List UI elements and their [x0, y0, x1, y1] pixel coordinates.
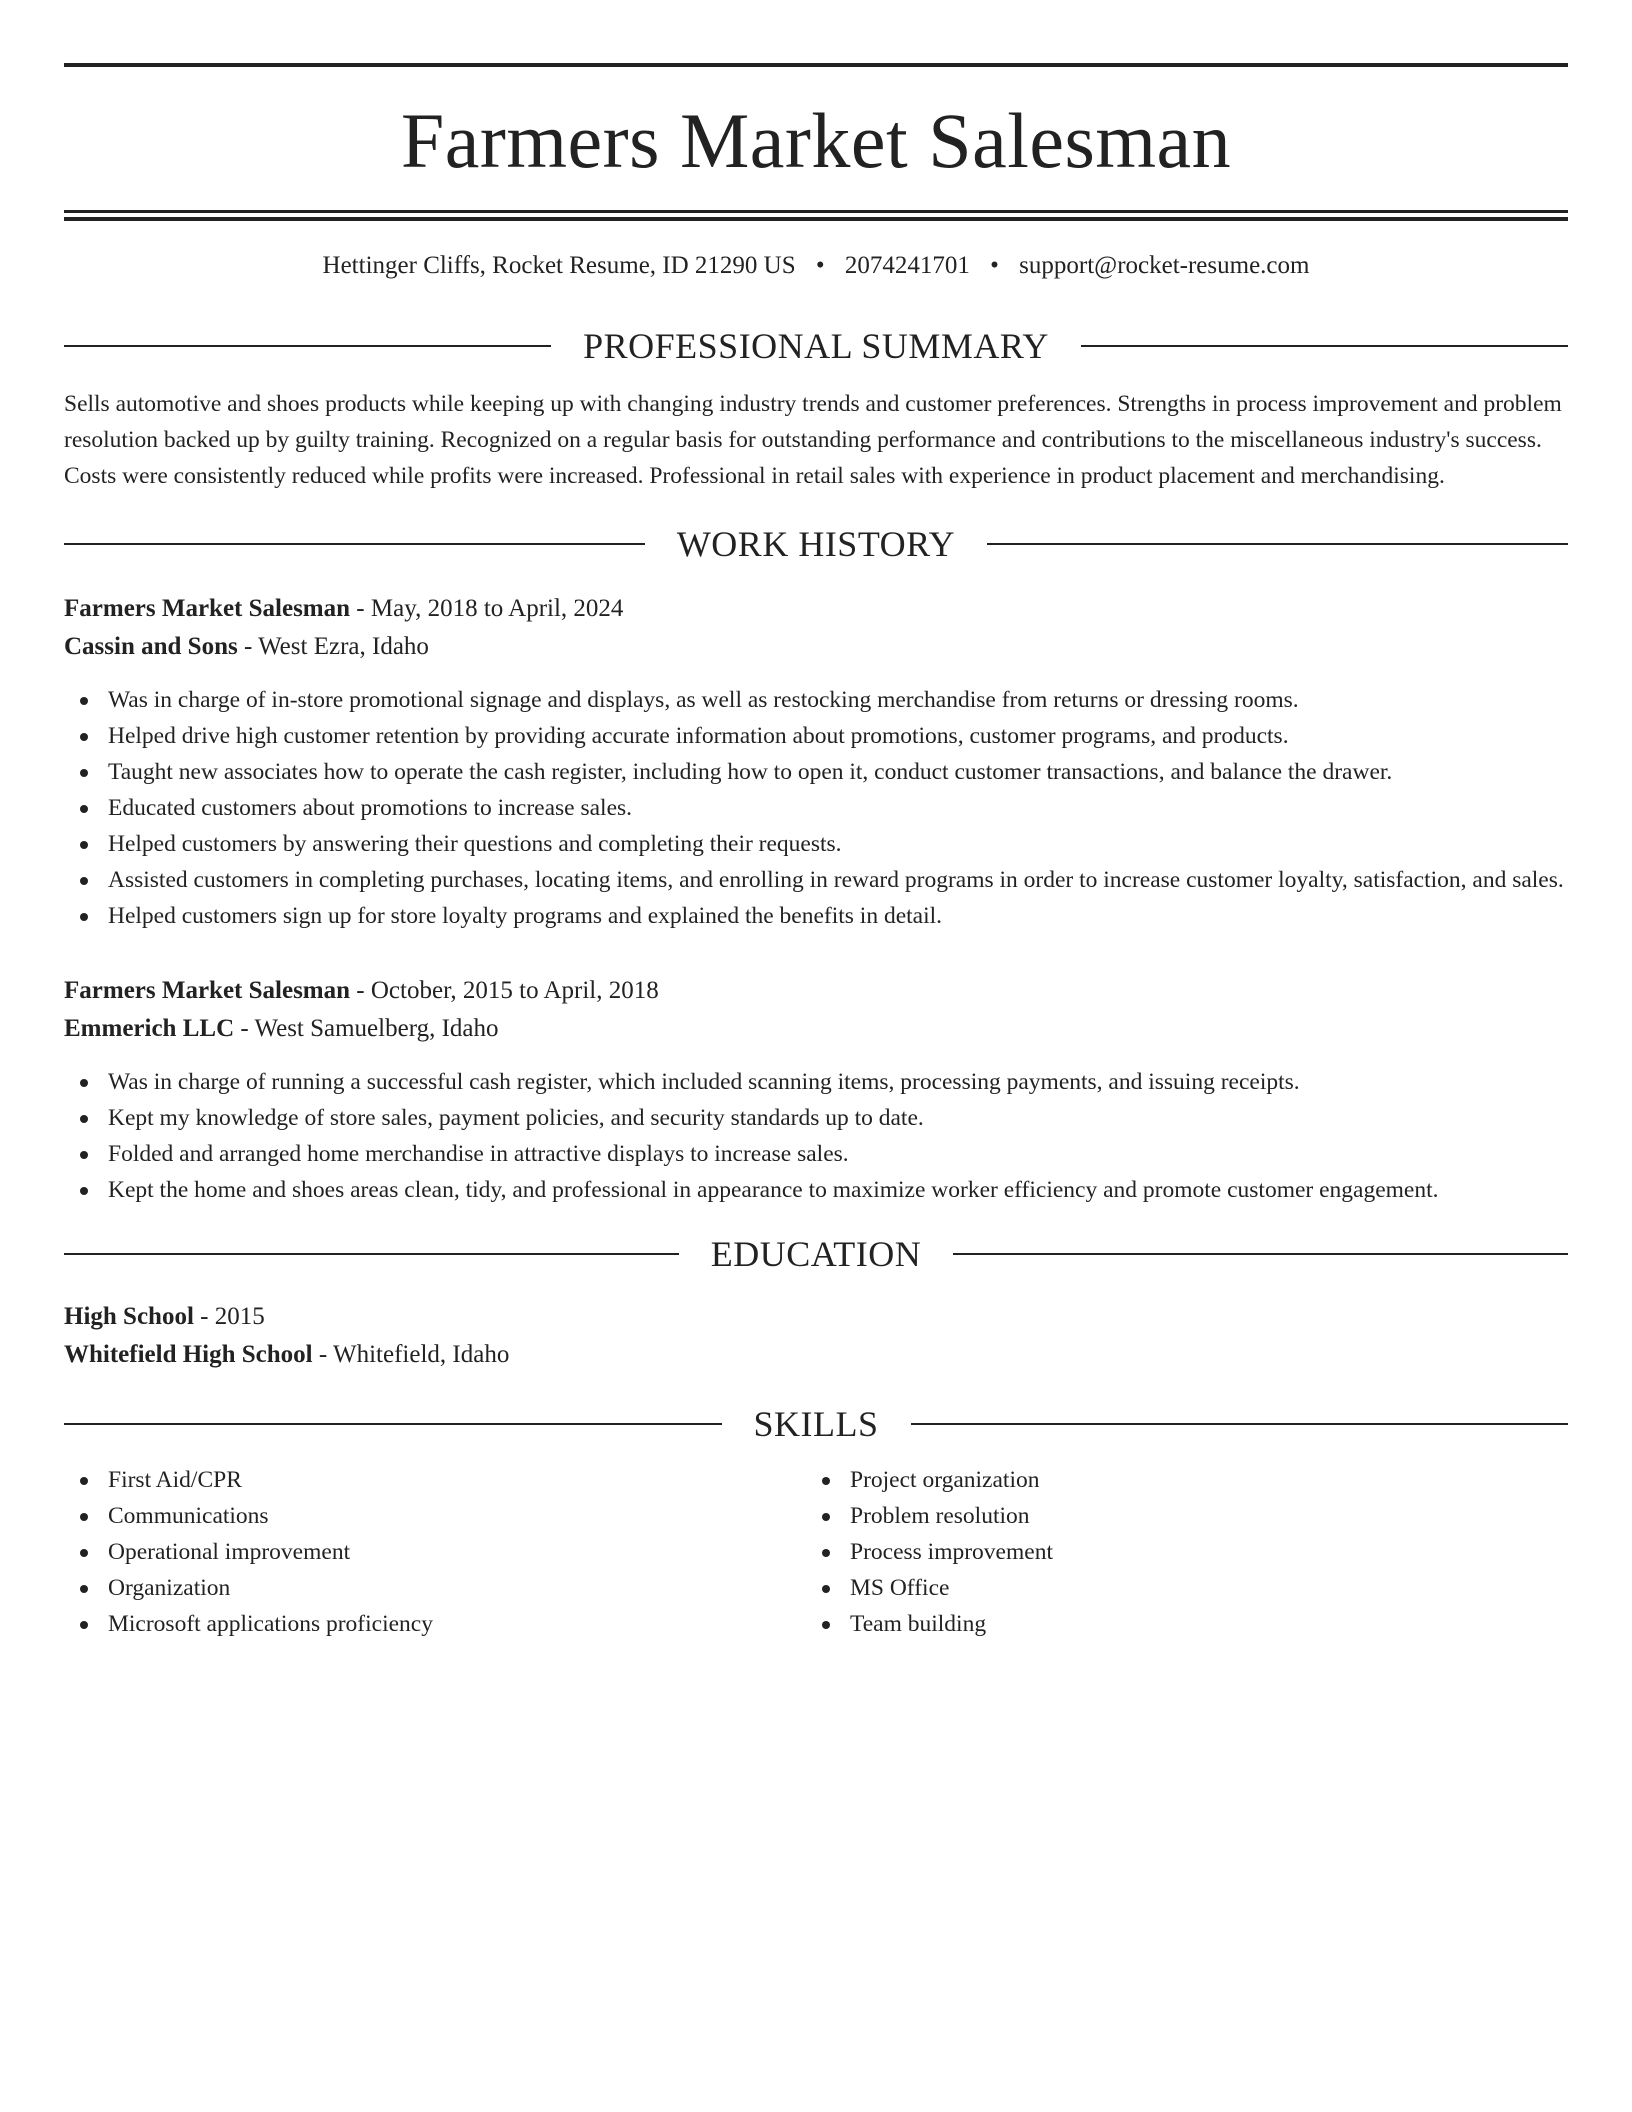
section-title: EDUCATION — [710, 1234, 922, 1274]
bullet-icon — [80, 697, 88, 705]
bullet-text: Helped customers by answering their questions and completing their requests. — [108, 831, 842, 857]
education-entry — [64, 1298, 1568, 1374]
contact-line — [64, 249, 1568, 283]
job-entry — [64, 590, 1568, 934]
bullet-text: Helped customers sign up for store loyalty programs and explained the benefits in detail. — [108, 903, 943, 929]
education-school: Whitefield High School — [64, 1341, 313, 1368]
section-title: WORK HISTORY — [676, 524, 956, 564]
list-item — [64, 1136, 1568, 1172]
bullet-icon — [80, 841, 88, 849]
heading-rule-right — [1081, 345, 1568, 347]
skill-text: Project organization — [850, 1467, 1040, 1493]
bullet-text: Was in charge of in-store promotional signage and displays, as well as restocking merchandise from returns or dressing rooms. — [108, 687, 1299, 713]
list-item — [64, 1606, 806, 1642]
bullet-icon — [80, 805, 88, 813]
job-location: - West Samuelberg, Idaho — [234, 1015, 499, 1042]
bullet-icon — [80, 913, 88, 921]
education-year: - 2015 — [193, 1303, 265, 1330]
bullet-icon — [80, 1621, 88, 1629]
bullet-icon — [80, 1115, 88, 1123]
education-school-line — [64, 1336, 1568, 1374]
bullet-icon — [80, 1549, 88, 1557]
heading-rule-right — [987, 543, 1568, 545]
bullet-text: Kept the home and shoes areas clean, tidy, and professional in appearance to maximize worker efficiency and promote customer engagement. — [108, 1177, 1439, 1203]
education-location: - Whitefield, Idaho — [312, 1341, 510, 1368]
list-item — [64, 1172, 1568, 1208]
contact-phone: 2074241701 — [844, 252, 970, 279]
heading-rule-left — [64, 543, 645, 545]
section-heading-summary — [64, 324, 1568, 368]
list-item — [64, 682, 1568, 718]
contact-separator: • — [815, 252, 825, 279]
bullet-icon — [80, 1477, 88, 1485]
job-location: - West Ezra, Idaho — [237, 633, 429, 660]
job-title: Farmers Market Salesman — [64, 595, 351, 622]
section-title: SKILLS — [753, 1404, 879, 1444]
skill-text: Team building — [850, 1611, 987, 1637]
job-company-line — [64, 1010, 1568, 1048]
list-item — [806, 1534, 1548, 1570]
bullet-icon — [80, 877, 88, 885]
job-dates: - May, 2018 to April, 2024 — [350, 595, 624, 622]
skills-column-left — [64, 1462, 806, 1642]
list-item — [64, 1064, 1568, 1100]
bullet-text: Helped drive high customer retention by providing accurate information about promotions, customer programs, and products. — [108, 723, 1289, 749]
list-item — [64, 718, 1568, 754]
skill-text: Communications — [108, 1503, 269, 1529]
bullet-icon — [822, 1585, 830, 1593]
bullet-icon — [822, 1513, 830, 1521]
skill-text: Process improvement — [850, 1539, 1053, 1565]
list-item — [806, 1570, 1548, 1606]
bullet-text: Educated customers about promotions to increase sales. — [108, 795, 633, 821]
skills-column-right — [806, 1462, 1548, 1642]
contact-separator: • — [990, 252, 999, 279]
bullet-icon — [80, 1187, 88, 1195]
bullet-icon — [80, 1585, 88, 1593]
heading-rule-left — [64, 1253, 679, 1255]
list-item — [64, 826, 1568, 862]
top-rule — [64, 63, 1568, 67]
list-item — [64, 1100, 1568, 1136]
contact-address: Hettinger Cliffs, Rocket Resume, ID 21290 US — [322, 252, 796, 279]
skill-text: Microsoft applications proficiency — [108, 1611, 433, 1637]
section-heading-education — [64, 1232, 1568, 1276]
list-item — [64, 898, 1568, 934]
bullet-icon — [80, 733, 88, 741]
summary-text: Sells automotive and shoes products while keeping up with changing industry trends and customer preferences. Strengths in process improvement and problem resolution backed up by guilty training. Recognized on a regular basis for outstanding performance and contributions to the miscellaneous industry's success. Costs were consistently reduced while profits were increased. Professional in retail sales with experience in product placement and merchandising. — [64, 391, 1562, 489]
job-title-line — [64, 590, 1568, 628]
skill-text: MS Office — [850, 1575, 950, 1601]
skill-text: Problem resolution — [850, 1503, 1030, 1529]
heading-rule-left — [64, 1423, 722, 1425]
bullet-text: Assisted customers in completing purchases, locating items, and enrolling in reward programs in order to increase customer loyalty, satisfaction, and sales. — [108, 867, 1564, 893]
bullet-icon — [822, 1549, 830, 1557]
education-degree: High School — [64, 1303, 194, 1330]
list-item — [64, 790, 1568, 826]
job-dates: - October, 2015 to April, 2018 — [350, 977, 659, 1004]
job-company: Cassin and Sons — [64, 633, 238, 660]
skills-list — [64, 1462, 1568, 1642]
bullet-icon — [80, 1079, 88, 1087]
job-bullets — [64, 1064, 1568, 1208]
heading-rule-right — [911, 1423, 1569, 1425]
skill-text: Organization — [108, 1575, 231, 1601]
list-item — [64, 1462, 806, 1498]
resume-page — [64, 0, 1568, 1642]
title-double-rule — [64, 210, 1568, 221]
job-company: Emmerich LLC — [64, 1015, 235, 1042]
list-item — [806, 1606, 1548, 1642]
bullet-text: Was in charge of running a successful cash register, which included scanning items, processing payments, and issuing receipts. — [108, 1069, 1300, 1095]
heading-rule-left — [64, 345, 551, 347]
resume-title: Farmers Market Salesman — [400, 97, 1232, 184]
job-bullets — [64, 682, 1568, 934]
list-item — [806, 1498, 1548, 1534]
section-heading-work-history — [64, 522, 1568, 566]
bullet-icon — [80, 1151, 88, 1159]
skill-text: Operational improvement — [108, 1539, 351, 1565]
skill-text: First Aid/CPR — [108, 1467, 242, 1493]
list-item — [64, 1570, 806, 1606]
list-item — [64, 754, 1568, 790]
bullet-text: Folded and arranged home merchandise in attractive displays to increase sales. — [108, 1141, 849, 1167]
heading-rule-right — [953, 1253, 1568, 1255]
list-item — [64, 1534, 806, 1570]
bullet-text: Kept my knowledge of store sales, payment policies, and security standards up to date. — [108, 1105, 924, 1131]
list-item — [64, 862, 1568, 898]
job-title-line — [64, 972, 1568, 1010]
education-degree-line — [64, 1298, 1568, 1336]
bullet-icon — [822, 1477, 830, 1485]
list-item — [64, 1498, 806, 1534]
section-title: PROFESSIONAL SUMMARY — [583, 326, 1049, 366]
bullet-text: Taught new associates how to operate the cash register, including how to open it, conduct customer transactions, and balance the drawer. — [108, 759, 1393, 785]
job-entry — [64, 972, 1568, 1208]
job-title: Farmers Market Salesman — [64, 977, 351, 1004]
section-heading-skills — [64, 1402, 1568, 1446]
job-company-line — [64, 628, 1568, 666]
bullet-icon — [822, 1621, 830, 1629]
bullet-icon — [80, 1513, 88, 1521]
list-item — [806, 1462, 1548, 1498]
contact-email[interactable]: support@rocket-resume.com — [1019, 252, 1310, 279]
bullet-icon — [80, 769, 88, 777]
